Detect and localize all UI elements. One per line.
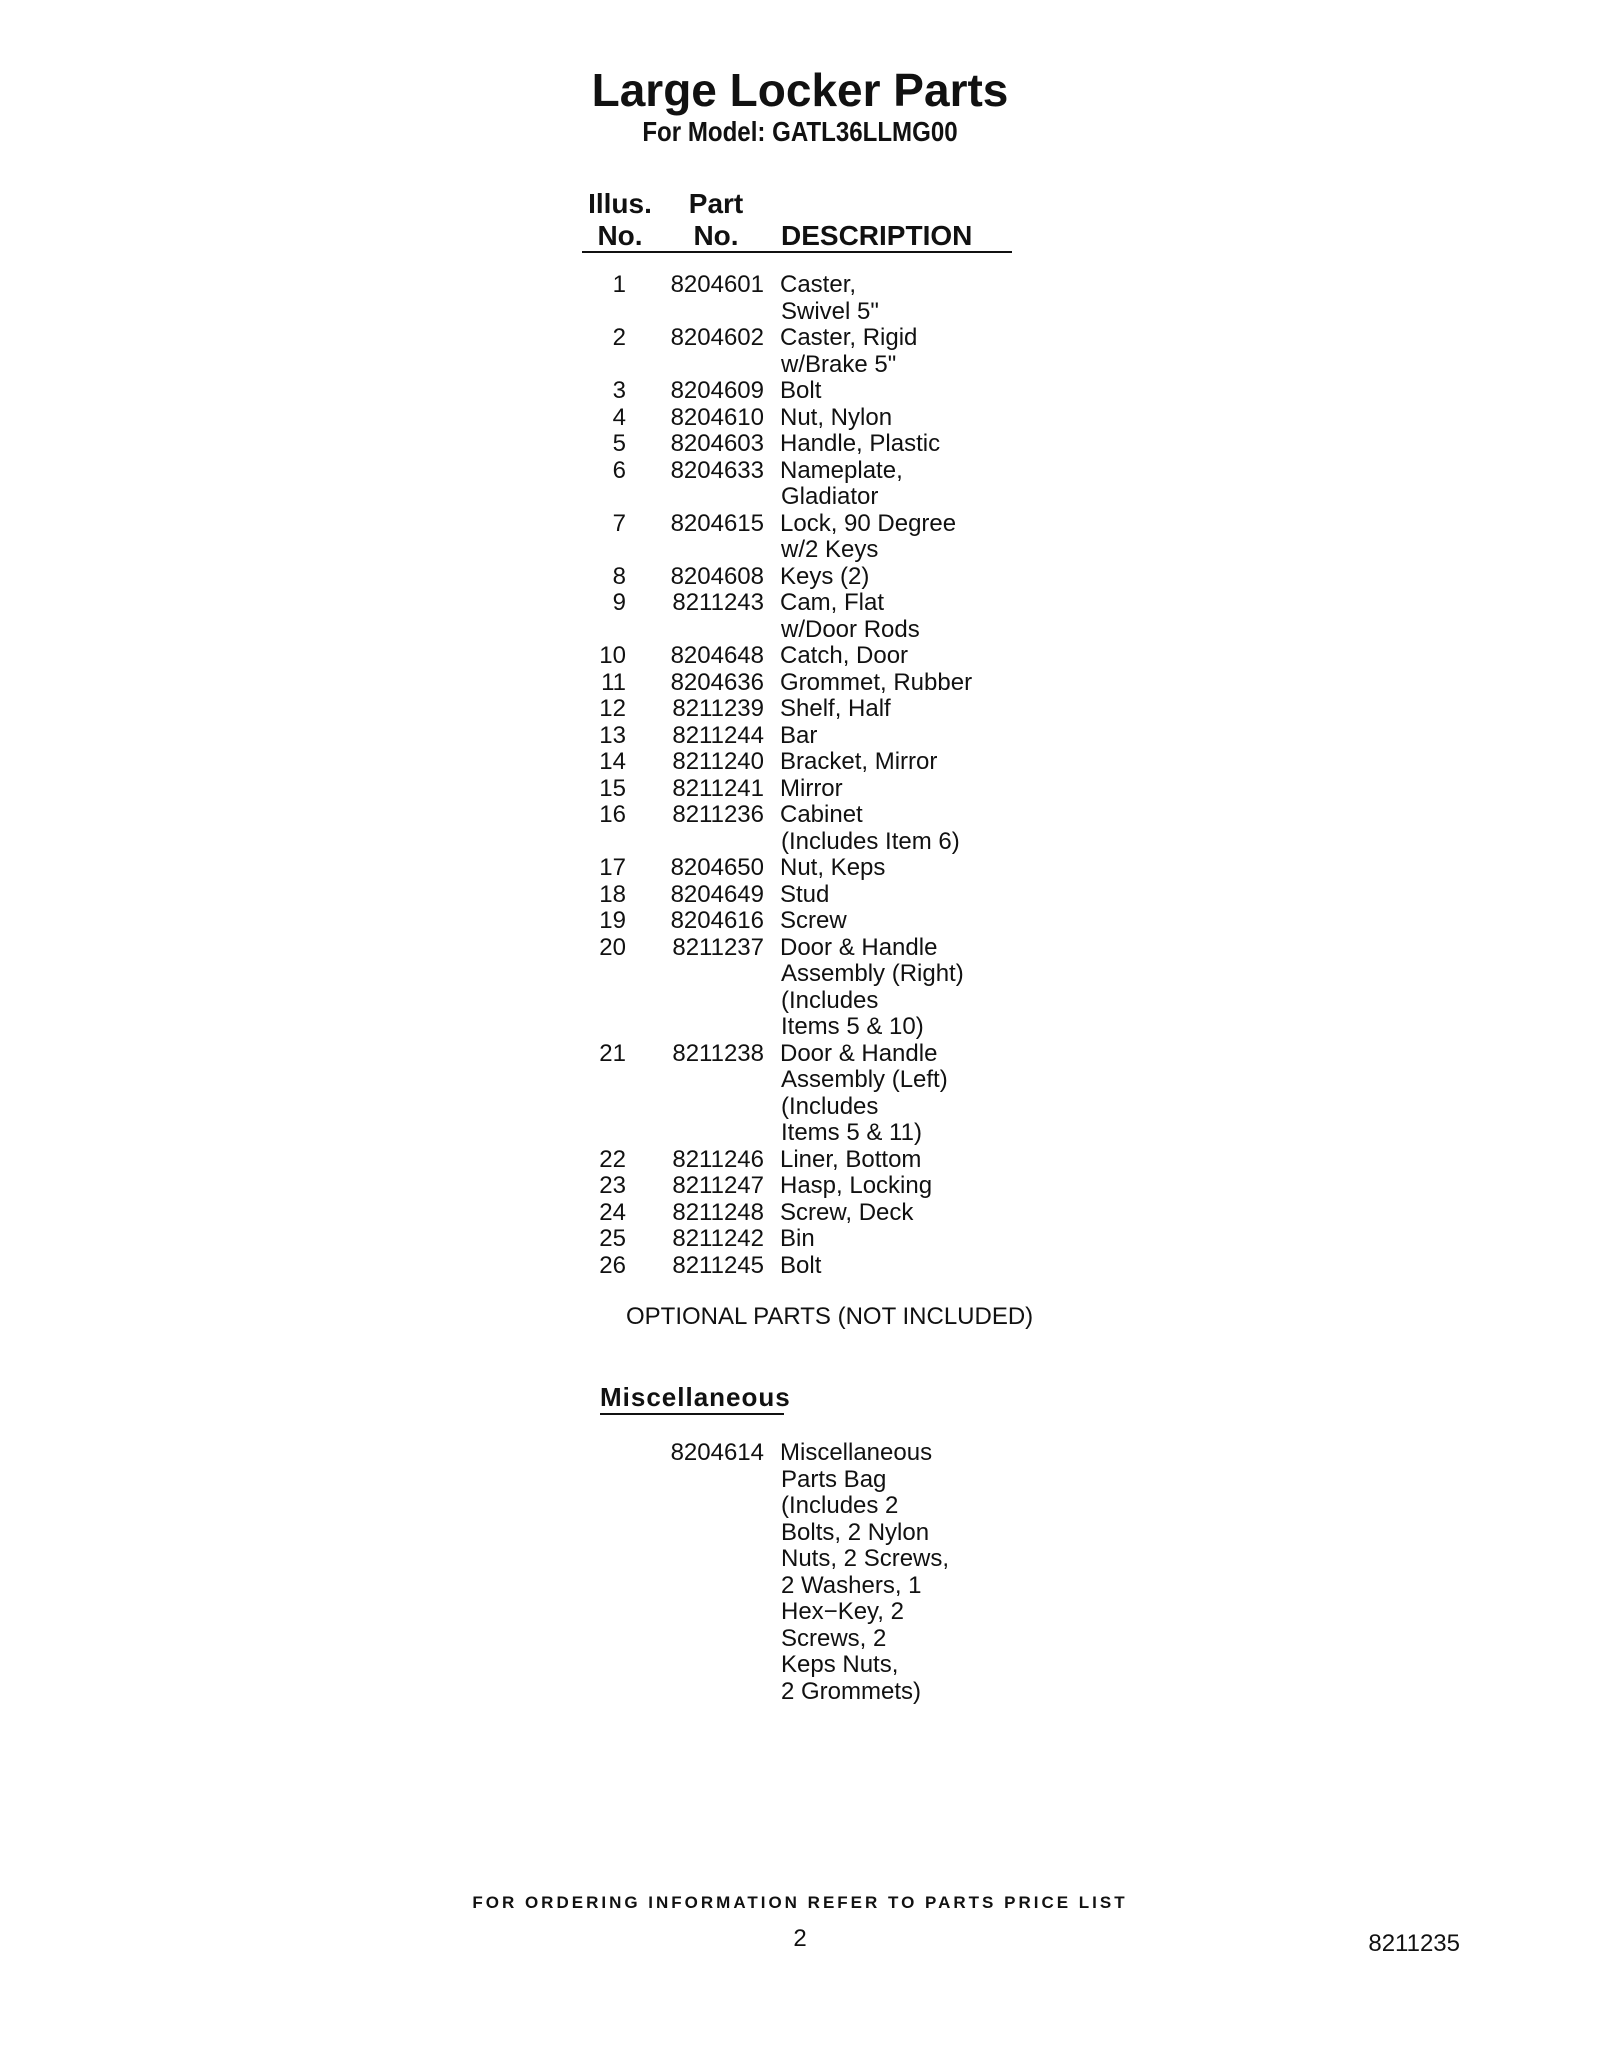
part-description [764,1147,1060,1174]
part-number: 8211240 [672,748,764,775]
illus-number: 2 [612,324,626,351]
part-description [764,564,1060,591]
table-row [580,272,1060,325]
page-title: Large Locker Parts [591,64,1009,116]
description-line: w/Brake 5" [781,350,897,378]
description-line: Assembly (Left) [781,1066,948,1093]
table-row [580,511,1060,564]
illus-number: 9 [612,589,626,616]
illus-number: 14 [599,748,626,775]
part-description [764,670,1060,697]
part-description [764,882,1060,909]
illus-number: 1 [612,271,626,298]
illus-number: 3 [612,377,626,404]
part-description [764,855,1060,882]
table-row [580,378,1060,405]
illus-number: 11 [601,668,626,696]
part-number: 8211247 [672,1172,764,1199]
model-subtitle: For Model: GATL36LLMG00 [642,116,958,147]
part-description [764,776,1060,803]
table-row [580,405,1060,432]
header-divider [582,251,1012,253]
part-number: 8204602 [670,324,764,351]
table-row [580,564,1060,591]
illus-number: 16 [599,801,626,828]
description-line: Hasp, Locking [780,1172,933,1199]
description-line: Swivel 5" [781,297,879,325]
part-number: 8211243 [672,589,764,616]
part-description [764,378,1060,405]
description-line: Parts Bag [781,1465,887,1493]
table-row [580,1173,1060,1200]
description-line: Handle, Plastic [780,430,941,457]
description-line: Cabinet [780,801,863,828]
misc-heading-underline [600,1413,784,1415]
description-line: Bolt [780,1251,822,1279]
illus-number: 22 [599,1145,626,1173]
description-line: Cam, Flat [780,589,885,616]
column-header-part: Part [688,188,744,219]
table-row [580,1440,1060,1705]
part-number: 8211236 [672,801,764,828]
table-row [580,723,1060,750]
description-line: Items 5 & 10) [781,1013,924,1040]
part-description [764,723,1060,750]
illus-number: 23 [599,1172,626,1199]
description-line: Liner, Bottom [780,1145,922,1173]
part-number: 8211237 [672,933,764,961]
part-description [764,935,1060,1041]
part-description [764,325,1060,378]
part-description [764,908,1060,935]
part-number: 8204615 [670,509,764,537]
document-number: 8211235 [1368,1930,1460,1957]
part-number: 8211241 [672,774,764,802]
optional-parts-note: OPTIONAL PARTS (NOT INCLUDED) [626,1303,1034,1330]
illus-number: 18 [599,880,626,908]
table-row [580,1226,1060,1253]
description-line: Lock, 90 Degree [780,509,957,537]
table-row [580,1253,1060,1280]
part-number: 8204603 [670,430,764,457]
description-line: Screw, Deck [780,1198,914,1226]
description-line: Bin [780,1225,815,1252]
table-row [580,670,1060,697]
illus-number: 24 [599,1198,626,1226]
description-line: Assembly (Right) [781,960,964,987]
description-line: Keps Nuts, [781,1651,899,1678]
table-row [580,908,1060,935]
column-header-description: DESCRIPTION [781,220,973,251]
description-line: (Includes [781,1092,879,1120]
part-number: 8211239 [672,695,764,722]
illus-number: 19 [599,907,626,934]
table-row [580,882,1060,909]
table-row [580,696,1060,723]
part-number: 8204614 [670,1439,764,1466]
illus-number: 25 [599,1225,626,1252]
illus-number: 10 [599,642,626,669]
table-row [580,935,1060,1041]
description-line: Screw [780,907,847,934]
part-description [764,272,1060,325]
part-number: 8204616 [670,907,764,934]
table-row [580,590,1060,643]
part-description [764,511,1060,564]
description-line: Miscellaneous [780,1439,933,1466]
illus-number: 5 [612,430,626,457]
description-line: 2 Grommets) [781,1677,922,1705]
table-row [580,458,1060,511]
part-description [764,643,1060,670]
table-row [580,431,1060,458]
table-row [580,776,1060,803]
description-line: Hex−Key, 2 [781,1598,904,1625]
part-number: 8204649 [670,880,764,908]
illus-number: 17 [599,854,626,881]
description-line: Gladiator [781,483,879,510]
description-line: Screws, 2 [781,1624,887,1652]
illus-number: 15 [599,774,626,802]
illus-number: 7 [612,509,626,537]
description-line: Mirror [780,774,843,802]
table-row [580,855,1060,882]
description-line: (Includes [781,986,879,1014]
description-line: Items 5 & 11) [781,1119,922,1146]
description-line: Bolt [780,377,822,404]
part-number: 8204609 [670,377,764,404]
part-description [764,431,1060,458]
ordering-info-note: FOR ORDERING INFORMATION REFER TO PARTS PRICE LIST [472,1893,1128,1912]
part-number: 8204601 [670,271,764,298]
illus-number: 20 [599,933,626,961]
description-line: Bar [780,721,818,749]
description-line: Bolts, 2 Nylon [781,1518,930,1546]
description-line: Caster, Rigid [780,324,918,351]
part-description [764,1253,1060,1280]
description-line: (Includes 2 [781,1492,899,1519]
description-line: Nut, Nylon [780,403,893,431]
table-row [580,802,1060,855]
description-line: Caster, [780,271,857,298]
part-number: 8211248 [672,1198,764,1226]
column-header-part-no: No. [693,220,739,251]
illus-number: 4 [612,403,626,431]
part-description [764,1041,1060,1147]
table-row [580,1041,1060,1147]
illus-number [580,1440,626,1705]
misc-parts-list [580,1440,1060,1705]
description-line: Catch, Door [780,642,909,669]
misc-section-heading: Miscellaneous [600,1382,791,1412]
description-line: Keys (2) [780,562,870,590]
description-line: (Includes Item 6) [781,827,960,855]
description-line: Stud [780,880,830,908]
part-number: 8204608 [670,562,764,590]
description-line: Shelf, Half [780,695,891,722]
description-line: Bracket, Mirror [780,748,938,775]
part-number: 8211238 [672,1039,764,1067]
description-line: Nuts, 2 Screws, [781,1545,950,1572]
part-number: 8204650 [670,854,764,881]
table-row [580,749,1060,776]
part-number: 8204636 [670,668,764,696]
description-line: w/Door Rods [781,615,920,643]
part-description [764,590,1060,643]
description-line: Door & Handle [780,1039,938,1067]
table-row [580,325,1060,378]
illus-number: 26 [599,1251,626,1279]
page-number: 2 [793,1925,807,1952]
column-header-illus-no: No. [597,220,643,251]
part-description [764,405,1060,432]
part-number: 8211246 [672,1145,764,1173]
illus-number: 12 [599,695,626,722]
table-row [580,643,1060,670]
part-description [764,1226,1060,1253]
table-row [580,1147,1060,1174]
part-description [764,749,1060,776]
illus-number: 8 [612,562,626,590]
illus-number: 6 [612,456,626,484]
description-line: 2 Washers, 1 [781,1571,922,1599]
part-number: 8211245 [672,1251,764,1279]
part-description [764,458,1060,511]
part-description [764,1440,1060,1705]
description-line: Nameplate, [780,456,903,484]
part-description [764,1173,1060,1200]
part-number: 8211242 [672,1225,764,1252]
illus-number: 21 [599,1039,626,1067]
table-row [580,1200,1060,1227]
description-line: w/2 Keys [781,536,879,563]
part-number: 8211244 [672,721,764,749]
part-number: 8204610 [670,403,764,431]
description-line: Door & Handle [780,933,938,961]
part-description [764,696,1060,723]
column-header-illus: Illus. [588,188,652,219]
description-line: Nut, Keps [780,854,886,881]
part-number: 8204633 [670,456,764,484]
illus-number: 13 [599,721,626,749]
parts-list [580,272,1060,1279]
part-description [764,1200,1060,1227]
part-number: 8204648 [670,642,764,669]
part-description [764,802,1060,855]
description-line: Grommet, Rubber [780,668,973,696]
